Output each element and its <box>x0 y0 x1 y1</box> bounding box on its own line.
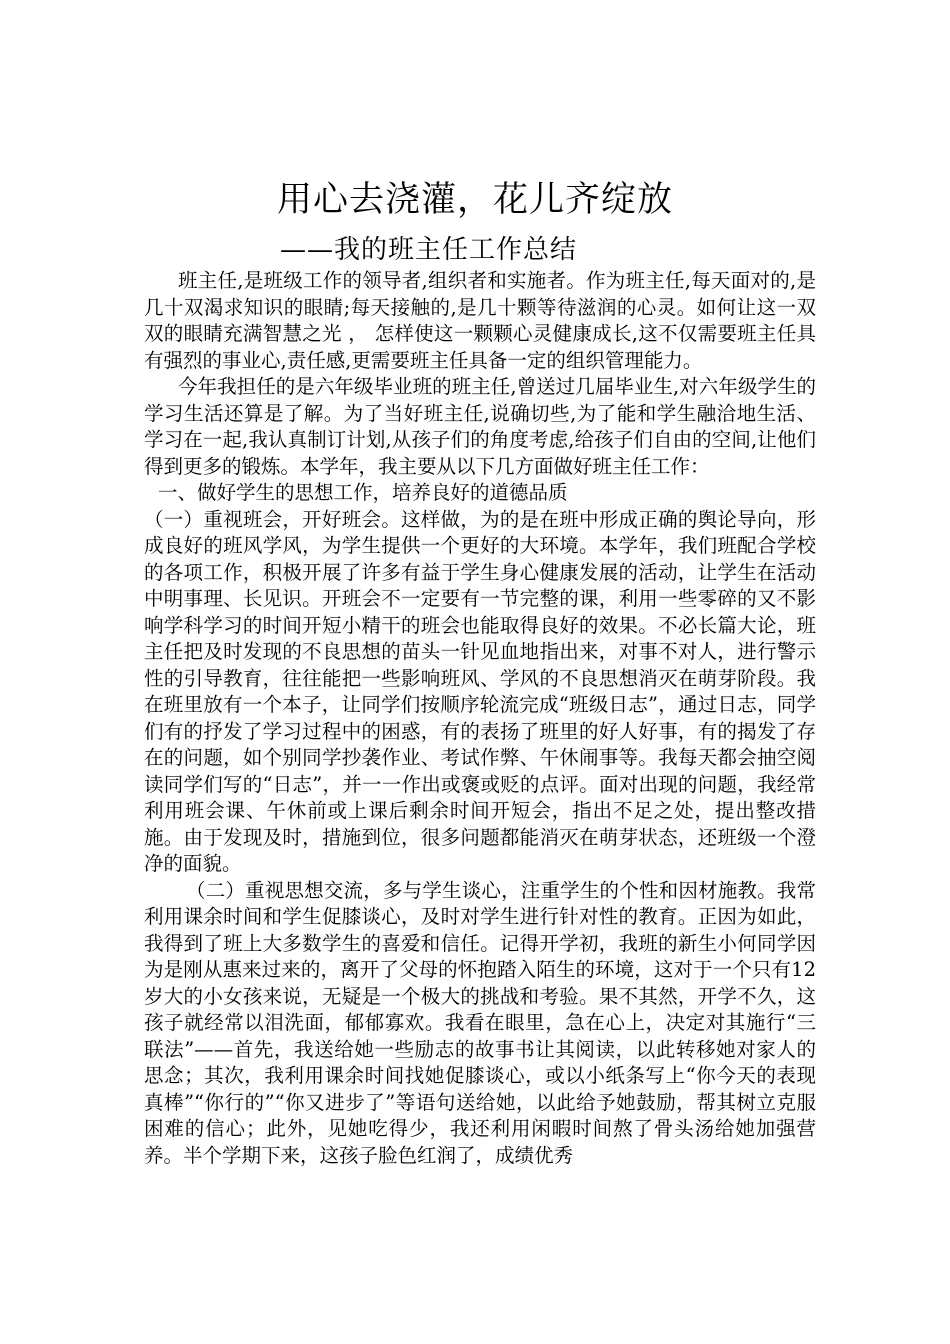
paragraph-class-meeting: （一）重视班会，开好班会。这样做，为的是在班中形成正确的舆论导向，形成良好的班风学风，为学生提供一个更好的大环境。本学年，我们班配合学校的各项工作，积极开展了许多有益于学生身心健康发展的活动，让学生在活动中明事理、长见识。开班会不一定要有一节完整的课，利用一些零碎的又不影响学科学习的时间开短小精干的班会也能取得良好的效果。不必长篇大论，班主任把及时发现的不良思想的苗头一针见血地指出来，对事不对人，进行警示性的引导教育，往往能把一些影响班风、学风的不良思想消灭在萌芽阶段。我在班里放有一个本子，让同学们按顺序轮流完成“班级日志”，通过日志，同学们有的抒发了学习过程中的困惑，有的表扬了班里的好人好事，有的揭发了存在的问题，如个别同学抄袭作业、考试作弊、午休闹事等。我每天都会抽空阅读同学们写的“日志”，并一一作出或褒或贬的点评。面对出现的问题，我经常利用班会课、午休前或上课后剩余时间开短会，指出不足之处，提出整改措施。由于发现及时，措施到位，很多问题都能消灭在萌芽状态，还班级一个澄净的面貌。 <box>144 507 816 875</box>
paragraph-intro: 班主任,是班级工作的领导者,组织者和实施者。作为班主任,每天面对的,是几十双渴求知识的眼睛;每天接触的,是几十颗等待滋润的心灵。如何让这一双双的眼睛充满智慧之光 ， 怎样使这一颗颗心灵健康成长,这不仅需要班主任具有强烈的事业心,责任感,更需要班主任具备一定的组织管理能力。 <box>144 269 816 372</box>
document-body <box>144 268 816 1169</box>
document-subtitle: ——我的班主任工作总结 <box>280 235 578 265</box>
paragraph-heart-talk: （二）重视思想交流，多与学生谈心，注重学生的个性和因材施教。我常利用课余时间和学生促膝谈心，及时对学生进行针对性的教育。正因为如此，我得到了班上大多数学生的喜爱和信任。记得开学初，我班的新生小何同学因为是刚从惠来过来的，离开了父母的怀抱踏入陌生的环境，这对于一个只有12岁大的小女孩来说，无疑是一个极大的挑战和考验。果不其然，开学不久，这孩子就经常以泪洗面，郁郁寡欢。我看在眼里，急在心上，决定对其施行“三联法”——首先，我送给她一些励志的故事书让其阅读，以此转移她对家人的思念；其次，我利用课余时间找她促膝谈心，或以小纸条写上“你今天的表现真棒”“你行的”“你又进步了”等语句送给她，以此给予她鼓励，帮其树立克服困难的信心；此外，见她吃得少，我还利用闲暇时间熬了骨头汤给她加强营养。半个学期下来，这孩子脸色红润了，成绩优秀 <box>144 878 816 1167</box>
section-heading-1: 一、做好学生的思想工作，培养良好的道德品质 <box>158 481 568 504</box>
document-title: 用心去浇灌，花儿齐绽放 <box>276 180 673 220</box>
paragraph-plan: 今年我担任的是六年级毕业班的班主任,曾送过几届毕业生,对六年级学生的学习生活还算是了解。为了当好班主任,说确切些,为了能和学生融洽地生活、学习在一起,我认真制订计划,从孩子们的角度考虑,给孩子们自由的空间,让他们得到更多的锻炼。本学年，我主要从以下几方面做好班主任工作： <box>144 375 816 478</box>
